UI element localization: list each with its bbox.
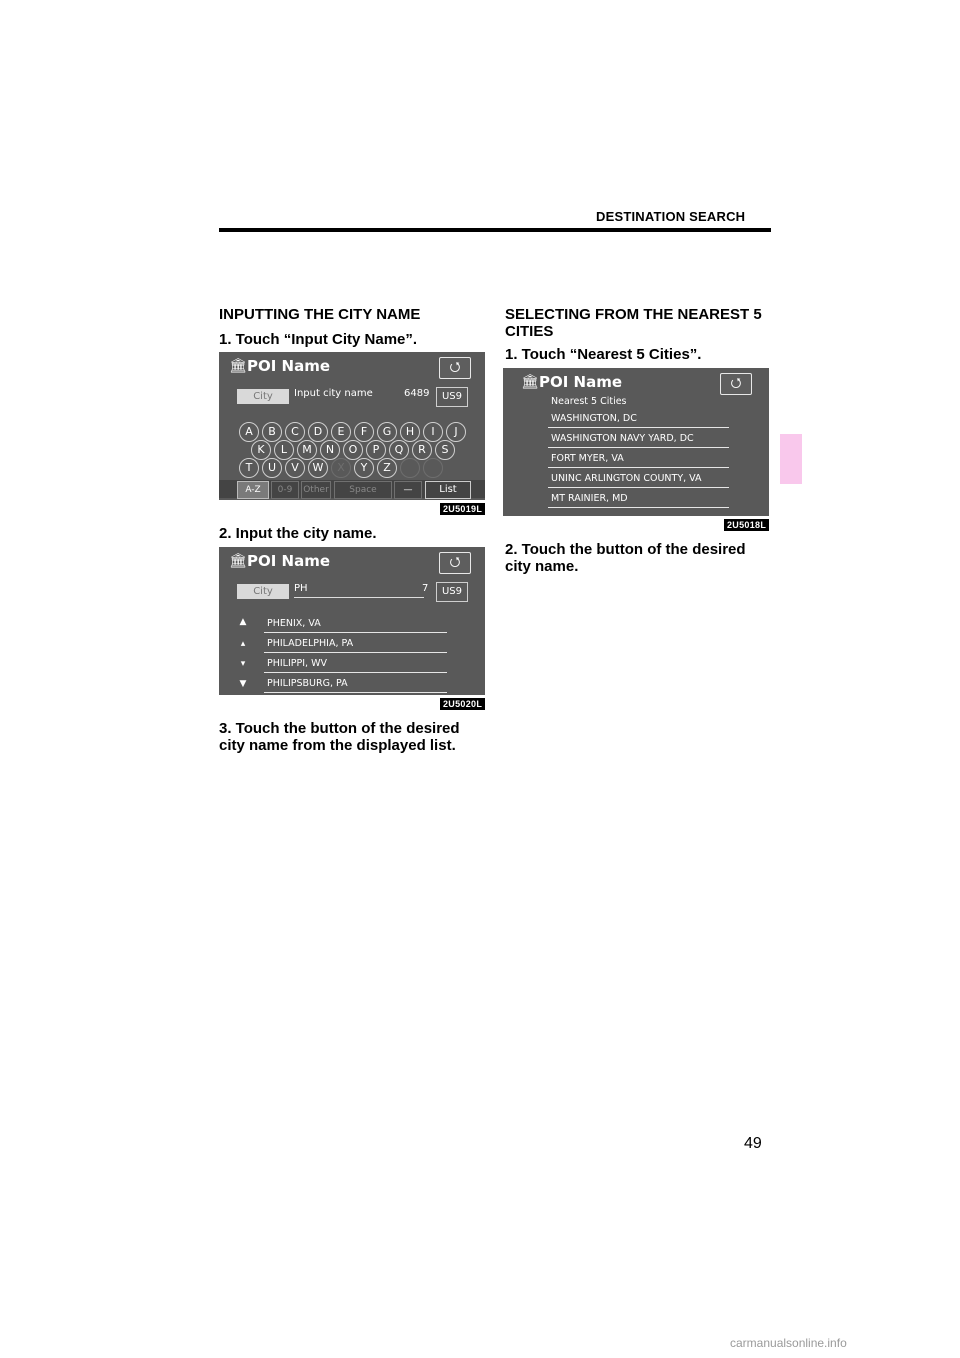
screen-title: POI Name [539, 373, 623, 391]
back-button[interactable]: ⭯ [439, 357, 471, 379]
screen3-label: 2U5018L [724, 519, 769, 531]
key-w[interactable]: W [308, 458, 328, 478]
key-d[interactable]: D [308, 422, 328, 442]
page-down-icon[interactable]: ▼ [239, 679, 247, 689]
key-g[interactable]: G [377, 422, 397, 442]
footer-watermark: carmanualsonline.info [730, 1336, 847, 1350]
list-item[interactable]: PHILIPSBURG, PA [264, 675, 447, 693]
screen-title: POI Name [247, 357, 331, 375]
key-p[interactable]: P [366, 440, 386, 460]
screen-title: POI Name [247, 552, 331, 570]
key-r[interactable]: R [412, 440, 432, 460]
key-s[interactable]: S [435, 440, 455, 460]
scroll-up-icon[interactable]: ▴ [240, 639, 246, 649]
screen-keyboard [219, 352, 485, 500]
city-label: City [237, 584, 289, 599]
city-label: City [237, 389, 289, 404]
city-input-value[interactable]: PH [294, 583, 308, 594]
right-step2: 2. Touch the button of the desired city name. [505, 541, 746, 575]
list-item[interactable]: WASHINGTON, DC [548, 410, 729, 428]
list-item[interactable]: WASHINGTON NAVY YARD, DC [548, 430, 729, 448]
az-button[interactable]: A-Z [237, 481, 269, 499]
match-count: 7 [422, 583, 429, 594]
key-q[interactable]: Q [389, 440, 409, 460]
left-step2: 2. Input the city name. [219, 525, 377, 542]
back-button[interactable]: ⭯ [439, 552, 471, 574]
list-button[interactable]: List [425, 481, 471, 499]
key-l[interactable]: L [274, 440, 294, 460]
list-item[interactable]: PHENIX, VA [264, 615, 447, 633]
scroll-down-icon[interactable]: ▾ [240, 659, 246, 669]
right-heading: SELECTING FROM THE NEAREST 5 CITIES [505, 306, 762, 340]
poi-icon: 🏛 [229, 553, 247, 569]
key-f[interactable]: F [354, 422, 374, 442]
screen1-label: 2U5019L [440, 503, 485, 515]
page-up-icon[interactable]: ▲ [239, 617, 247, 627]
list-item[interactable]: MT RAINIER, MD [548, 490, 729, 508]
page-number: 49 [744, 1135, 762, 1152]
input-city-field[interactable]: Input city name [294, 388, 373, 399]
key-a[interactable]: A [239, 422, 259, 442]
list-item[interactable]: PHILIPPI, WV [264, 655, 447, 673]
key-h[interactable]: H [400, 422, 420, 442]
region-button[interactable]: US9 [436, 387, 468, 407]
back-button[interactable]: ⭯ [720, 373, 752, 395]
key-x[interactable]: X [331, 458, 351, 478]
header-rule [219, 228, 771, 232]
numbers-button[interactable]: 0-9 [271, 481, 299, 499]
key-i[interactable]: I [423, 422, 443, 442]
match-count: 6489 [404, 388, 430, 399]
key-blank-2[interactable] [423, 458, 443, 478]
key-u[interactable]: U [262, 458, 282, 478]
nearest-subtitle: Nearest 5 Cities [551, 396, 627, 407]
list-item[interactable]: FORT MYER, VA [548, 450, 729, 468]
key-c[interactable]: C [285, 422, 305, 442]
list-item[interactable]: UNINC ARLINGTON COUNTY, VA [548, 470, 729, 488]
section-header: DESTINATION SEARCH [596, 209, 746, 224]
key-k[interactable]: K [251, 440, 271, 460]
input-underline [294, 597, 424, 598]
key-b[interactable]: B [262, 422, 282, 442]
left-heading: INPUTTING THE CITY NAME [219, 306, 421, 323]
poi-icon: 🏛 [229, 358, 247, 374]
region-button[interactable]: US9 [436, 582, 468, 602]
key-o[interactable]: O [343, 440, 363, 460]
other-button[interactable]: Other [301, 481, 331, 499]
key-z[interactable]: Z [377, 458, 397, 478]
chapter-tab [780, 434, 802, 484]
screen2-label: 2U5020L [440, 698, 485, 710]
screen-nearest-cities [503, 368, 769, 516]
key-y[interactable]: Y [354, 458, 374, 478]
key-e[interactable]: E [331, 422, 351, 442]
list-item[interactable]: PHILADELPHIA, PA [264, 635, 447, 653]
key-n[interactable]: N [320, 440, 340, 460]
key-t[interactable]: T [239, 458, 259, 478]
left-step3: 3. Touch the button of the desired city name from the displayed list. [219, 720, 460, 754]
dash-button[interactable]: — [394, 481, 422, 499]
key-j[interactable]: J [446, 422, 466, 442]
right-step1: 1. Touch “Nearest 5 Cities”. [505, 346, 702, 363]
key-v[interactable]: V [285, 458, 305, 478]
key-m[interactable]: M [297, 440, 317, 460]
poi-icon: 🏛 [521, 374, 539, 390]
space-button[interactable]: Space [334, 481, 392, 499]
screen-city-list [219, 547, 485, 695]
left-step1: 1. Touch “Input City Name”. [219, 331, 418, 348]
key-blank-1[interactable] [400, 458, 420, 478]
